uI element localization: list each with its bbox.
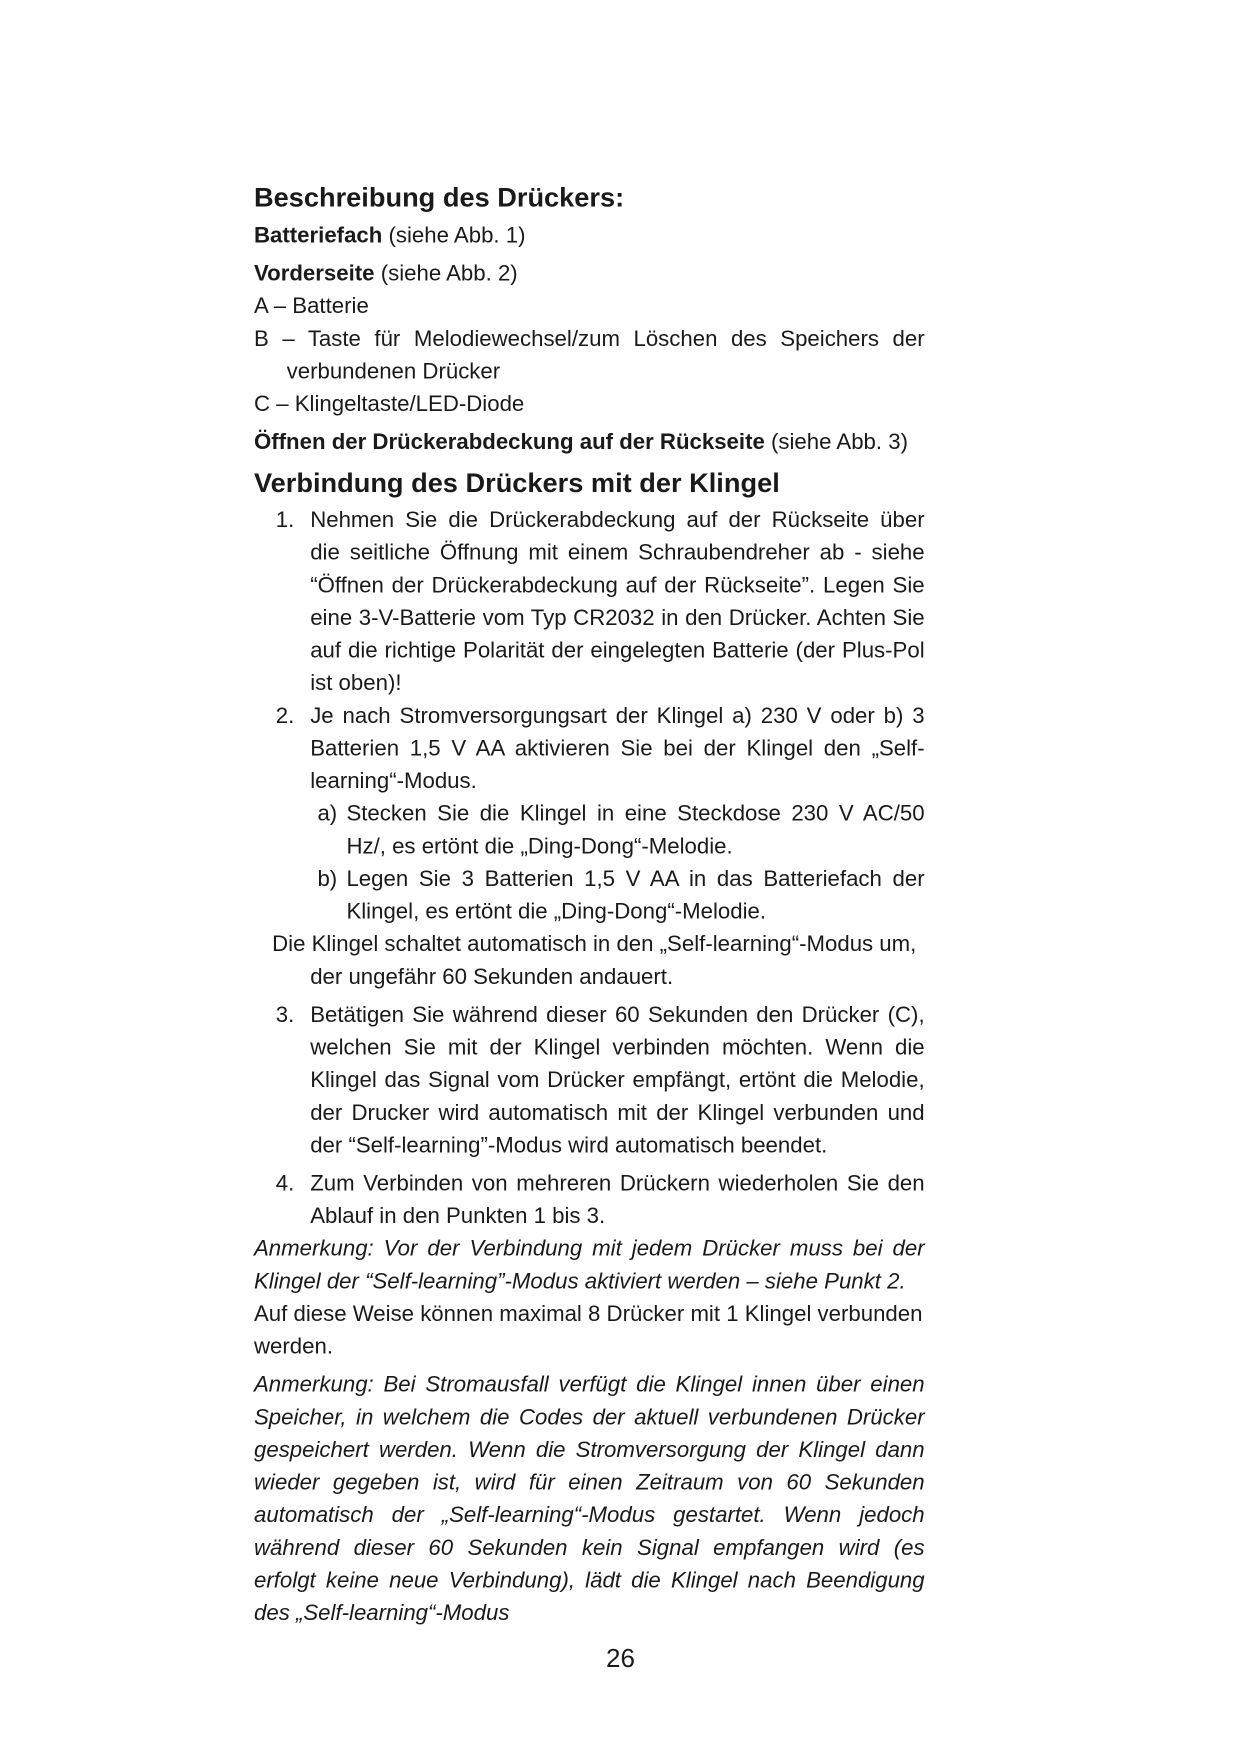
front-side-label: Vorderseite bbox=[254, 261, 375, 287]
step-item-4 bbox=[254, 1168, 925, 1233]
legend-text: Taste für Melodiewechsel/zum Löschen des Speichers der verbundenen Drücker bbox=[286, 326, 925, 384]
substep-text: Stecken Sie die Klingel in eine Steckdose 230 V AC/50 Hz/, es ertönt die „Ding-Dong“-Melodie. bbox=[346, 801, 925, 859]
open-cover-ref: (siehe Abb. 3) bbox=[764, 430, 908, 455]
step-number: 4. bbox=[275, 1171, 295, 1196]
note-self-learning: Anmerkung: Vor der Verbindung mit jedem Drücker muss bei der Klingel der “Self-learning”-Modus aktiviert werden – siehe Punkt 2. bbox=[254, 1236, 925, 1294]
step-item-3 bbox=[254, 999, 925, 1162]
front-side-line bbox=[254, 258, 925, 291]
substep-letter: b) bbox=[317, 866, 338, 892]
substep-item-a bbox=[254, 798, 925, 863]
step-number: 2. bbox=[275, 703, 295, 729]
step-item-1 bbox=[254, 504, 925, 700]
step-item-2 bbox=[254, 700, 925, 798]
substep-letter: a) bbox=[317, 801, 338, 827]
legend-text: Klingeltaste/LED-Diode bbox=[294, 392, 525, 417]
section-heading-description: Beschreibung des Drückers: bbox=[254, 182, 625, 213]
max-connections-note: Auf diese Weise können maximal 8 Drücker mit 1 Klingel verbunden werden. bbox=[254, 1301, 923, 1360]
legend-key: C – bbox=[254, 392, 295, 417]
page-content bbox=[254, 180, 925, 1630]
legend-item-a bbox=[254, 291, 925, 324]
section-heading-connection: Verbindung des Drückers mit der Klingel bbox=[254, 468, 780, 499]
page-number: 26 bbox=[606, 1643, 635, 1673]
step-text: Je nach Stromversorgungsart der Klingel a) 230 V oder b) 3 Batterien 1,5 V AA aktivieren Sie bei der Klingel den „Self-learning“-Modus. bbox=[310, 703, 925, 794]
legend-key: B – bbox=[254, 326, 308, 352]
step-text: Nehmen Sie die Drückerabdeckung auf der Rückseite über die seitliche Öffnung mit einem Schraubendreher ab - siehe “Öffnen der Drückerabdeckung auf der Rückseite”. Legen Sie eine 3-V-Batterie vom Typ CR2032 in den Drücker. Achten Sie auf die richtige Polarität der eingelegten Batterie (der Plus-Pol ist oben)! bbox=[310, 508, 925, 696]
step-number: 1. bbox=[275, 508, 295, 533]
battery-compartment-label: Batteriefach bbox=[254, 223, 383, 248]
front-side-ref: (siehe Abb. 2) bbox=[374, 261, 518, 287]
battery-compartment-ref: (siehe Abb. 1) bbox=[382, 223, 526, 248]
substep-text: Legen Sie 3 Batterien 1,5 V AA in das Batteriefach der Klingel, es ertönt die „Ding-Dong“-Melodie. bbox=[346, 866, 925, 925]
legend-text: Batterie bbox=[292, 294, 369, 319]
legend-item-c bbox=[254, 388, 925, 421]
step-text: Zum Verbinden von mehreren Drückern wiederholen Sie den Ablauf in den Punkten 1 bis 3. bbox=[310, 1171, 925, 1229]
step-text: Betätigen Sie während dieser 60 Sekunden den Drücker (C), welchen Sie mit der Klingel verbinden möchten. Wenn die Klingel das Signal vom Drücker empfängt, ertönt die Melodie, der Drucker wird automatisch mit der Klingel verbunden und der “Self-learning”-Modus wird automatisch beendet. bbox=[310, 1002, 925, 1158]
note-power-failure: Anmerkung: Bei Stromausfall verfügt die Klingel innen über einen Speicher, in welchem die Codes der aktuell verbundenen Drücker gespeichert werden. Wenn die Stromversorgung der Klingel dann wieder gegeben ist, wird für einen Zeitraum von 60 Sekunden automatisch der „Self-learning“-Modus gestartet. Wenn jedoch während dieser 60 Sekunden kein Signal empfangen wird (es erfolgt keine neue Verbindung), lädt die Klingel nach Beendigung des „Self-learning“-Modus bbox=[254, 1372, 925, 1626]
battery-compartment-line bbox=[254, 220, 925, 253]
open-cover-label: Öffnen der Drückerabdeckung auf der Rückseite bbox=[254, 430, 765, 455]
legend-key: A – bbox=[254, 294, 293, 319]
legend-item-b bbox=[254, 323, 925, 388]
open-cover-line bbox=[254, 427, 925, 460]
step-number: 3. bbox=[275, 1002, 295, 1028]
substep-item-b bbox=[254, 863, 925, 928]
auto-mode-note: Die Klingel schaltet automatisch in den „Self-learning“-Modus um, der ungefähr 60 Sekunden andauert. bbox=[272, 932, 917, 990]
